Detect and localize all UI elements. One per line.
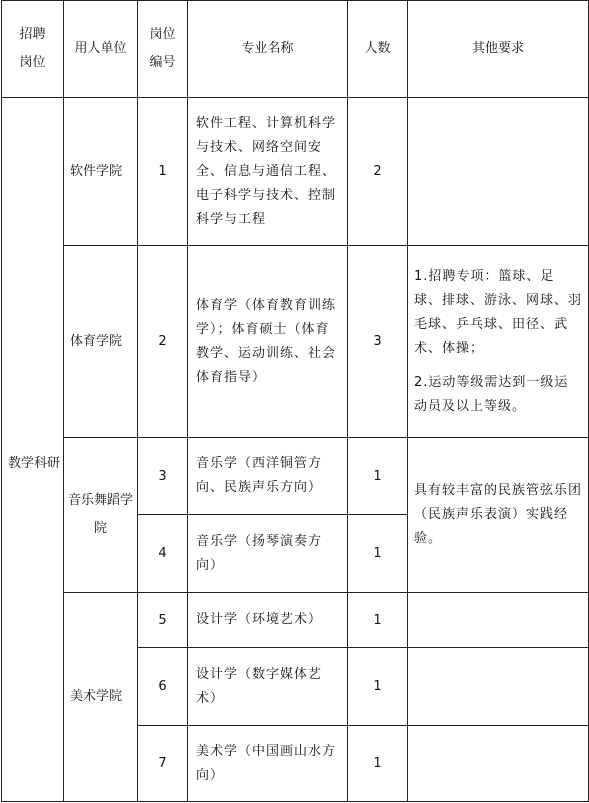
header-position-line2: 岗位 bbox=[19, 55, 46, 70]
table-row bbox=[2, 246, 589, 438]
code-cell: 5 bbox=[138, 593, 188, 648]
count-cell: 1 bbox=[348, 593, 408, 648]
code-cell: 3 bbox=[138, 438, 188, 515]
major-cell: 体育学（体育教育训练学）；体育硕士（体育教学、运动训练、社会体育指导） bbox=[188, 246, 348, 438]
code-cell: 1 bbox=[138, 98, 188, 246]
major-cell: 音乐学（扬琴演奏方向） bbox=[188, 515, 348, 593]
code-cell: 7 bbox=[138, 726, 188, 802]
code-cell: 4 bbox=[138, 515, 188, 593]
requirement-sports-2: 2.运动等级需达到一级运动员及以上等级。 bbox=[414, 374, 569, 414]
header-count: 人数 bbox=[348, 1, 408, 98]
count-cell: 1 bbox=[348, 515, 408, 593]
recruitment-table bbox=[1, 0, 589, 802]
major-cell: 音乐学（西洋铜管方向、民族声乐方向） bbox=[188, 438, 348, 515]
header-major: 专业名称 bbox=[188, 1, 348, 98]
table-row bbox=[2, 438, 589, 515]
unit-software: 软件学院 bbox=[64, 98, 138, 246]
major-cell: 设计学（环境艺术） bbox=[188, 593, 348, 648]
header-row bbox=[2, 1, 589, 98]
header-code-line1: 岗位 bbox=[149, 27, 176, 42]
header-code-line2: 编号 bbox=[149, 55, 176, 70]
count-cell: 1 bbox=[348, 648, 408, 726]
count-cell: 1 bbox=[348, 438, 408, 515]
major-cell: 软件工程、计算机科学与技术、网络空间安全、信息与通信工程、电子科学与技术、控制科学与工程 bbox=[188, 98, 348, 246]
requirement-cell-music: 具有较丰富的民族管弦乐团（民族声乐表演）实践经验。 bbox=[408, 438, 589, 593]
requirement-cell-sports bbox=[408, 246, 589, 438]
position-cell: 教学科研 bbox=[2, 98, 64, 802]
requirement-sports-1: 1.招聘专项：篮球、足球、排球、游泳、网球、羽毛球、乒乓球、田径、武术、体操； bbox=[414, 268, 583, 356]
header-other: 其他要求 bbox=[408, 1, 589, 98]
table-row bbox=[2, 98, 589, 246]
major-cell: 设计学（数字媒体艺术） bbox=[188, 648, 348, 726]
count-cell: 2 bbox=[348, 98, 408, 246]
unit-music: 音乐舞蹈学院 bbox=[64, 438, 138, 593]
code-cell: 2 bbox=[138, 246, 188, 438]
header-position-line1: 招聘 bbox=[19, 27, 46, 42]
unit-art: 美术学院 bbox=[64, 593, 138, 802]
major-cell: 美术学（中国画山水方向） bbox=[188, 726, 348, 802]
requirement-cell-empty bbox=[408, 648, 589, 726]
header-code bbox=[138, 1, 188, 98]
header-position bbox=[2, 1, 64, 98]
count-cell: 1 bbox=[348, 726, 408, 802]
header-unit: 用人单位 bbox=[64, 1, 138, 98]
code-cell: 6 bbox=[138, 648, 188, 726]
unit-sports: 体育学院 bbox=[64, 246, 138, 438]
requirement-cell-empty bbox=[408, 98, 589, 246]
table-row bbox=[2, 593, 589, 648]
requirement-cell-empty bbox=[408, 593, 589, 648]
count-cell: 3 bbox=[348, 246, 408, 438]
requirement-cell-empty bbox=[408, 726, 589, 802]
